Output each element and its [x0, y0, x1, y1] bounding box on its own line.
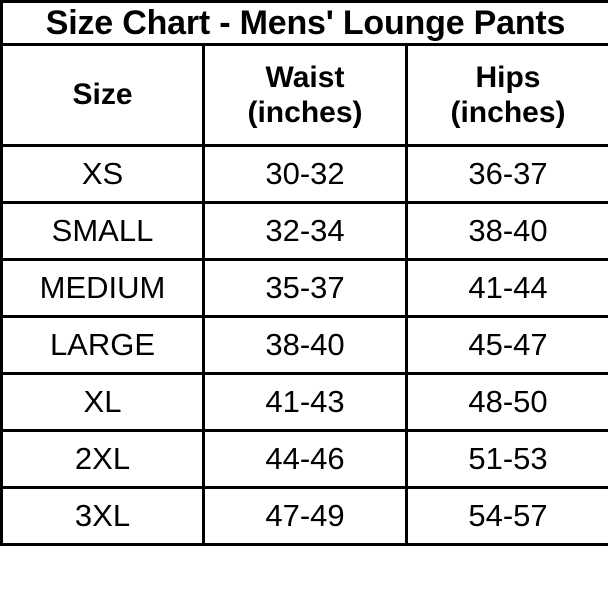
column-header-waist-line2: (inches)	[247, 96, 363, 130]
table-row	[2, 317, 608, 374]
cell-waist: 47-49	[204, 488, 407, 545]
table-row	[2, 260, 608, 317]
column-header-hips-line2: (inches)	[450, 96, 566, 130]
cell-waist: 41-43	[204, 374, 407, 431]
column-header-waist	[204, 45, 407, 146]
table-row	[2, 203, 608, 260]
page-title: Size Chart - Mens' Lounge Pants	[2, 2, 608, 45]
cell-size: MEDIUM	[2, 260, 204, 317]
column-header-size-line1: Size	[72, 78, 133, 112]
cell-size: LARGE	[2, 317, 204, 374]
cell-waist: 30-32	[204, 146, 407, 203]
cell-waist: 32-34	[204, 203, 407, 260]
cell-waist: 35-37	[204, 260, 407, 317]
cell-hips: 38-40	[407, 203, 608, 260]
table-row	[2, 431, 608, 488]
cell-size: 3XL	[2, 488, 204, 545]
cell-hips: 51-53	[407, 431, 608, 488]
cell-hips: 48-50	[407, 374, 608, 431]
column-header-hips-line1: Hips	[475, 60, 541, 94]
column-header-size	[2, 45, 204, 146]
cell-waist: 44-46	[204, 431, 407, 488]
cell-size: XS	[2, 146, 204, 203]
table-row	[2, 146, 608, 203]
cell-hips: 41-44	[407, 260, 608, 317]
table-row	[2, 488, 608, 545]
cell-size: 2XL	[2, 431, 204, 488]
header-row	[2, 45, 608, 146]
cell-hips: 54-57	[407, 488, 608, 545]
cell-size: XL	[2, 374, 204, 431]
cell-waist: 38-40	[204, 317, 407, 374]
table-row	[2, 374, 608, 431]
cell-hips: 36-37	[407, 146, 608, 203]
cell-size: SMALL	[2, 203, 204, 260]
column-header-hips	[407, 45, 608, 146]
title-row	[2, 2, 608, 45]
cell-hips: 45-47	[407, 317, 608, 374]
column-header-waist-line1: Waist	[265, 60, 345, 94]
